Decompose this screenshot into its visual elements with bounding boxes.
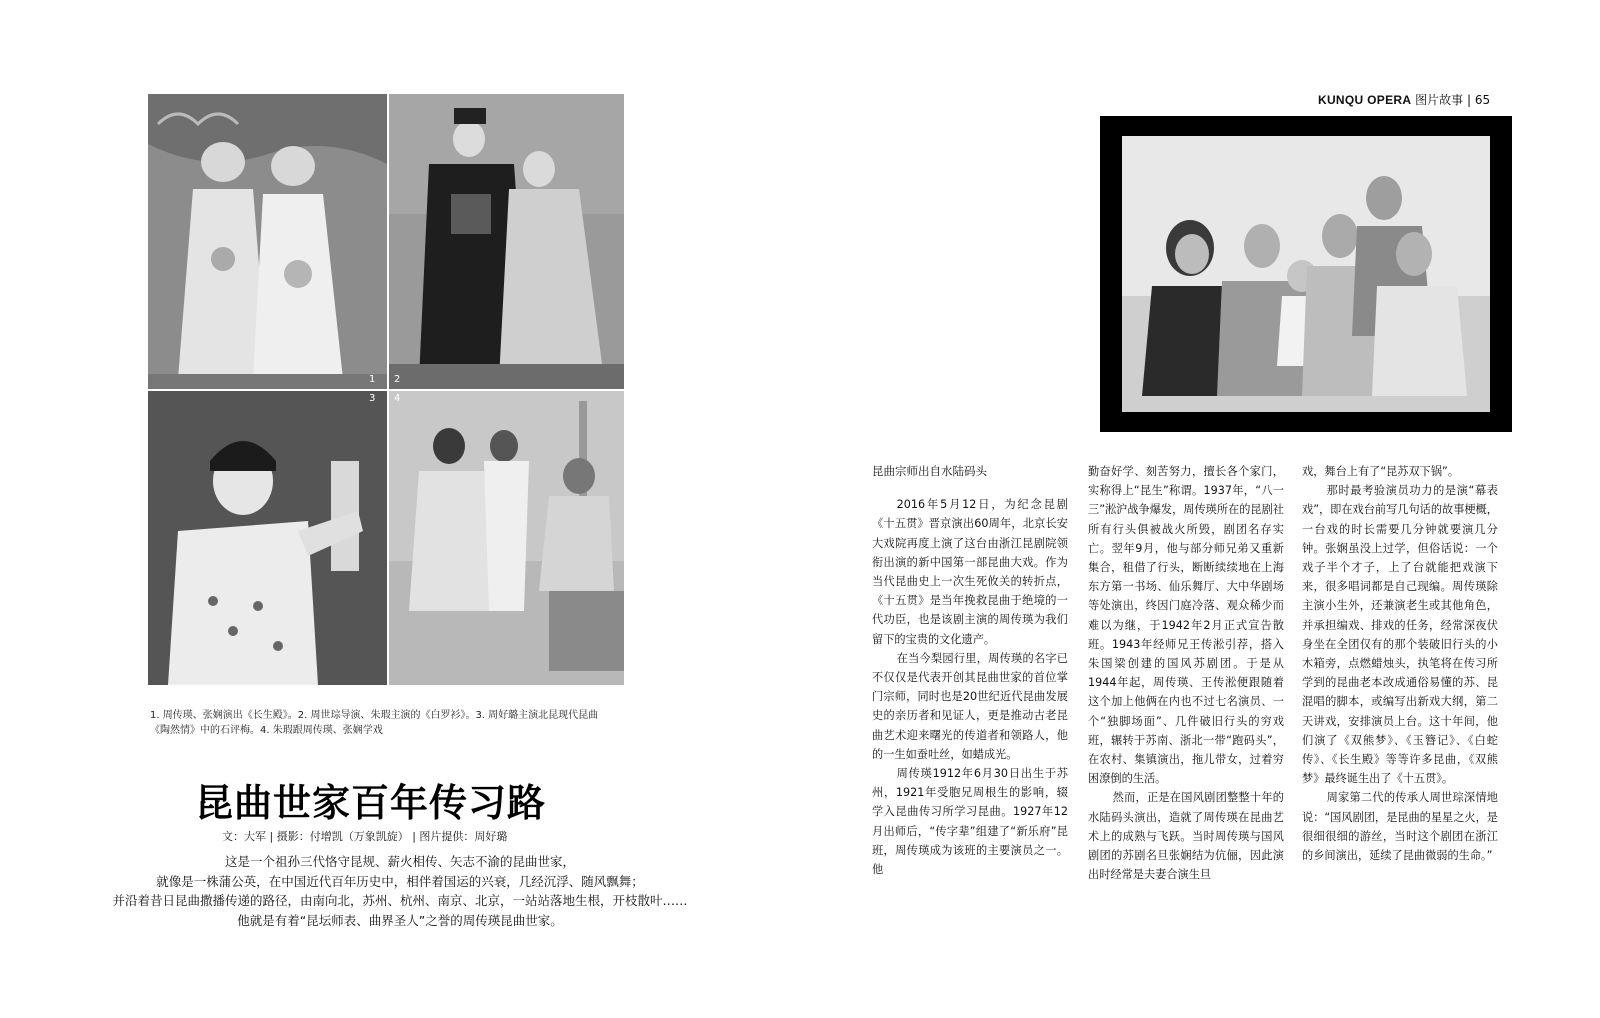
body-paragraph: 戏，舞台上有了“昆苏双下锅”。	[1302, 465, 1460, 478]
body-paragraph: 2016年5月12日，为纪念昆剧《十五贯》晋京演出60周年，北京长安大戏院再度上演了这台由浙江昆剧院领衔出演的新中国第一部昆曲大戏。作为当代昆曲史上一次生死攸关的转折点，《十五贯》是当年挽救昆曲于绝境的一代功臣，也是该剧主演的周传瑛为我们留下的宝贵的文化遗产。	[872, 498, 1068, 646]
body-paragraph: 在当今梨园行里，周传瑛的名字已不仅仅是代表开创其昆曲世家的首位掌门宗师，同时也是20世纪近代昆曲发展史的亲历者和见证人，更是推动古老昆曲艺术迎来曙光的传道者和领路人，他的一生如蚕吐丝，如蜡成光。	[872, 651, 1068, 761]
body-column-2	[1088, 462, 1284, 884]
photo-1-changshengdian	[148, 94, 387, 389]
article-credits: 文：大军 | 摄影：付增凯（万象凯旋） | 图片提供：周好璐	[222, 830, 508, 843]
family-photo	[1122, 136, 1490, 412]
header-divider: |	[1466, 93, 1472, 107]
header-brand: KUNQU OPERA	[1318, 93, 1412, 107]
body-paragraph: 勤奋好学、刻苦努力，擅长各个家门，实称得上“昆生”称谓。1937年，“八一三”淞沪战争爆发，周传瑛所在的昆剧社所有行头俱被战火所毁，剧团名存实亡。翌年9月，他与部分师兄弟又重新集合，租借了行头，断断续续地在上海东方第一书场、仙乐舞厅、大中华剧场等处演出，终因门庭冷落、观众稀少而难以为继，于1942年2月正式宣告散班。1943年经师兄王传淞引荐，搭入朱国梁创建的国风苏剧团。于是从1944年起，周传瑛、王传淞便跟随着这个加上他俩在内也不过七名演员、一个“独脚场面”、几件破旧行头的穷戏班，辗转于苏南、浙北一带“跑码头”，在农村、集镇演出，拖儿带女，过着穷困潦倒的生活。	[1088, 465, 1284, 786]
body-paragraph: 周传瑛1912年6月30日出生于苏州，1921年受胞兄周根生的影响，辍学入昆曲传习所学习昆曲。1927年12月出师后，“传字辈”组建了“新乐府”昆班，周传瑛成为该班的主要演员之一。他	[872, 767, 1068, 877]
body-paragraph: 那时最考验演员功力的是演“幕表戏”，即在戏台前写几句话的故事梗概，一台戏的时长需要几分钟就要演几分钟。张娴虽没上过学，但俗话说：一个戏子半个才子，上了台就能把戏演下来，很多唱词都是自己现编。周传瑛除主演小生外，还兼演老生或其他角色，并承担编戏、排戏的任务，经常深夜伏身坐在全团仅有的那个装破旧行头的小木箱旁，点燃蜡烛头，执笔将在传习所学到的昆曲老本改成通俗易懂的苏、昆混唱的脚本，或编写出新戏大纲，第二天讲戏，安排演员上台。这十年间，他们演了《双熊梦》、《玉簪记》、《白蛇传》、《长生殿》等等许多昆曲，《双熊梦》最终诞生出了《十五贯》。	[1302, 484, 1498, 786]
body-column-3	[1302, 462, 1498, 865]
body-paragraph: 然而，正是在国风剧团整整十年的水陆码头演出，造就了周传瑛在昆曲艺术上的成熟与飞跃。当时周传瑛与国风剧团的苏剧名旦张娴结为伉俪，因此演出时经常是夫妻合演生旦	[1088, 791, 1284, 882]
body-column-1	[872, 462, 1068, 879]
photo-number-3: 3	[369, 393, 376, 404]
photo-4-rehearsal	[389, 391, 624, 685]
photo-number-1: 1	[369, 374, 376, 385]
photo-number-4: 4	[394, 393, 401, 404]
page-number: 65	[1474, 93, 1491, 107]
photo-2-bailuoshan	[389, 94, 624, 389]
running-header	[1318, 91, 1490, 108]
photo-number-2: 2	[394, 374, 401, 385]
article-intro	[90, 852, 710, 930]
intro-line: 就像是一株蒲公英，在中国近代百年历史中，相伴着国运的兴衰，几经沉浮、随风飘舞；	[156, 873, 644, 889]
photo-caption-line-1: 1. 周传瑛、张娴演出《长生殿》。2. 周世琮导演、朱瑕主演的《白罗衫》。3. 周好璐主演北昆现代昆曲	[150, 710, 599, 721]
section-subheading: 昆曲宗师出自水陆码头	[872, 464, 987, 478]
body-paragraph: 周家第二代的传承人周世琮深情地说：“国风剧团，是昆曲的星星之火，是很细很细的游丝，当时这个剧团在浙江的乡间演出，延续了昆曲微弱的生命。”	[1302, 791, 1498, 863]
intro-line: 他就是有着“昆坛师表、曲界圣人”之誉的周传瑛昆曲世家。	[237, 912, 563, 928]
header-section: 图片故事	[1415, 93, 1464, 107]
family-photo-frame	[1100, 116, 1512, 432]
article-title: 昆曲世家百年传习路	[195, 780, 547, 825]
intro-line: 并沿着昔日昆曲撒播传递的路径，由南向北，苏州、杭州、南京、北京，一站站落地生根，开枝散叶……	[112, 893, 688, 908]
photo-caption	[150, 708, 640, 738]
photo-caption-line-2: 《陶然情》中的石评梅。4. 朱瑕跟周传瑛、张娴学戏	[150, 725, 383, 736]
intro-line: 这是一个祖孙三代恪守昆规、薪火相传、矢志不渝的昆曲世家，	[224, 854, 575, 869]
photo-3-taoranqing	[148, 391, 387, 685]
